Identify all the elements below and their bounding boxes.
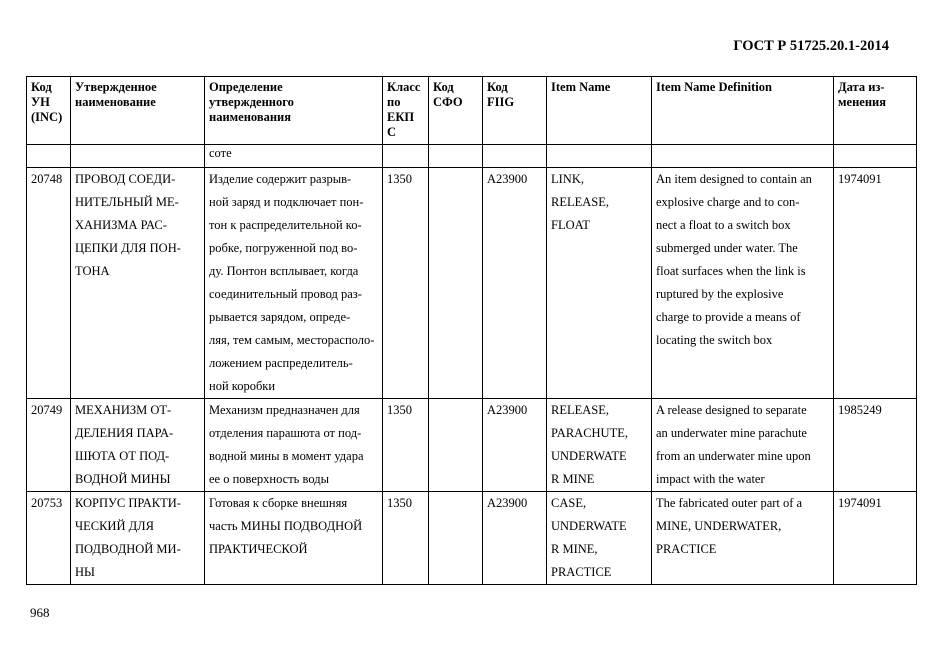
cell-inc: 20753 xyxy=(27,492,71,585)
cell-date: 1974091 xyxy=(834,168,917,399)
cell-name: МЕХАНИЗМ ОТ- ДЕЛЕНИЯ ПАРА- ШЮТА ОТ ПОД- ВОДНОЙ МИНЫ xyxy=(71,399,205,492)
cell-item-def: The fabricated outer part of a MINE, UNDERWATER, PRACTICE xyxy=(652,492,834,585)
cell-definition: Механизм предназначен для отделения парашюта от под- водной мины в момент удара ее о поверхность воды xyxy=(205,399,383,492)
cell-date: 1985249 xyxy=(834,399,917,492)
cell-definition: Изделие содержит разрыв- ной заряд и подключает пон- тон к распределительной ко- робке, погруженной под во- ду. Понтон всплывает, когда соединительный провод раз- рывается зарядом, опреде- ляя, тем самым, месторасполо- ложением распределитель- ной коробки xyxy=(205,168,383,399)
cell-item-name: CASE, UNDERWATE R MINE, PRACTICE xyxy=(547,492,652,585)
table-row xyxy=(27,168,917,399)
cell xyxy=(429,145,483,168)
cell-fiig: A23900 xyxy=(483,168,547,399)
header-inc: Код УН (INC) xyxy=(27,77,71,145)
page-number: 968 xyxy=(30,605,50,620)
cell-sfo xyxy=(429,399,483,492)
cell-name: КОРПУС ПРАКТИ- ЧЕСКИЙ ДЛЯ ПОДВОДНОЙ МИ- НЫ xyxy=(71,492,205,585)
header-item-def: Item Name Definition xyxy=(652,77,834,145)
header-fiig: Код FIIG xyxy=(483,77,547,145)
cell xyxy=(27,145,71,168)
table-row xyxy=(27,492,917,585)
cell-definition: соте xyxy=(205,145,383,168)
table-row-continuation xyxy=(27,145,917,168)
cell xyxy=(71,145,205,168)
document-id: ГОСТ Р 51725.20.1-2014 xyxy=(733,38,889,54)
header-sfo: Код СФО xyxy=(429,77,483,145)
cell-item-def: An item designed to contain an explosive charge and to con- nect a float to a switch box submerged under water. The float surfaces when the link is ruptured by the explosive charge to provide a means of locating the switch box xyxy=(652,168,834,399)
cell-inc: 20748 xyxy=(27,168,71,399)
header-item-name: Item Name xyxy=(547,77,652,145)
cell-item-def: A release designed to separate an underwater mine parachute from an underwater mine upon impact with the water xyxy=(652,399,834,492)
cell xyxy=(834,145,917,168)
cell xyxy=(547,145,652,168)
header-date: Дата из- менения xyxy=(834,77,917,145)
cell-class: 1350 xyxy=(383,399,429,492)
cell-class: 1350 xyxy=(383,168,429,399)
header-class: Класс по ЕКП С xyxy=(383,77,429,145)
cell-fiig: A23900 xyxy=(483,492,547,585)
cell xyxy=(652,145,834,168)
cell-sfo xyxy=(429,492,483,585)
cell-sfo xyxy=(429,168,483,399)
cell-definition: Готовая к сборке внешняя часть МИНЫ ПОДВОДНОЙ ПРАКТИЧЕСКОЙ xyxy=(205,492,383,585)
cell-item-name: LINK, RELEASE, FLOAT xyxy=(547,168,652,399)
cell-class: 1350 xyxy=(383,492,429,585)
cell xyxy=(483,145,547,168)
cell-date: 1974091 xyxy=(834,492,917,585)
table-row xyxy=(27,399,917,492)
cell-item-name: RELEASE, PARACHUTE, UNDERWATE R MINE xyxy=(547,399,652,492)
catalog-table xyxy=(26,76,917,585)
cell-name: ПРОВОД СОЕДИ- НИТЕЛЬНЫЙ МЕ- ХАНИЗМА РАС- ЦЕПКИ ДЛЯ ПОН- ТОНА xyxy=(71,168,205,399)
cell-fiig: A23900 xyxy=(483,399,547,492)
header-approved-name: Утвержденное наименование xyxy=(71,77,205,145)
cell-inc: 20749 xyxy=(27,399,71,492)
header-definition: Определение утвержденного наименования xyxy=(205,77,383,145)
cell xyxy=(383,145,429,168)
table-header-row xyxy=(27,77,917,145)
